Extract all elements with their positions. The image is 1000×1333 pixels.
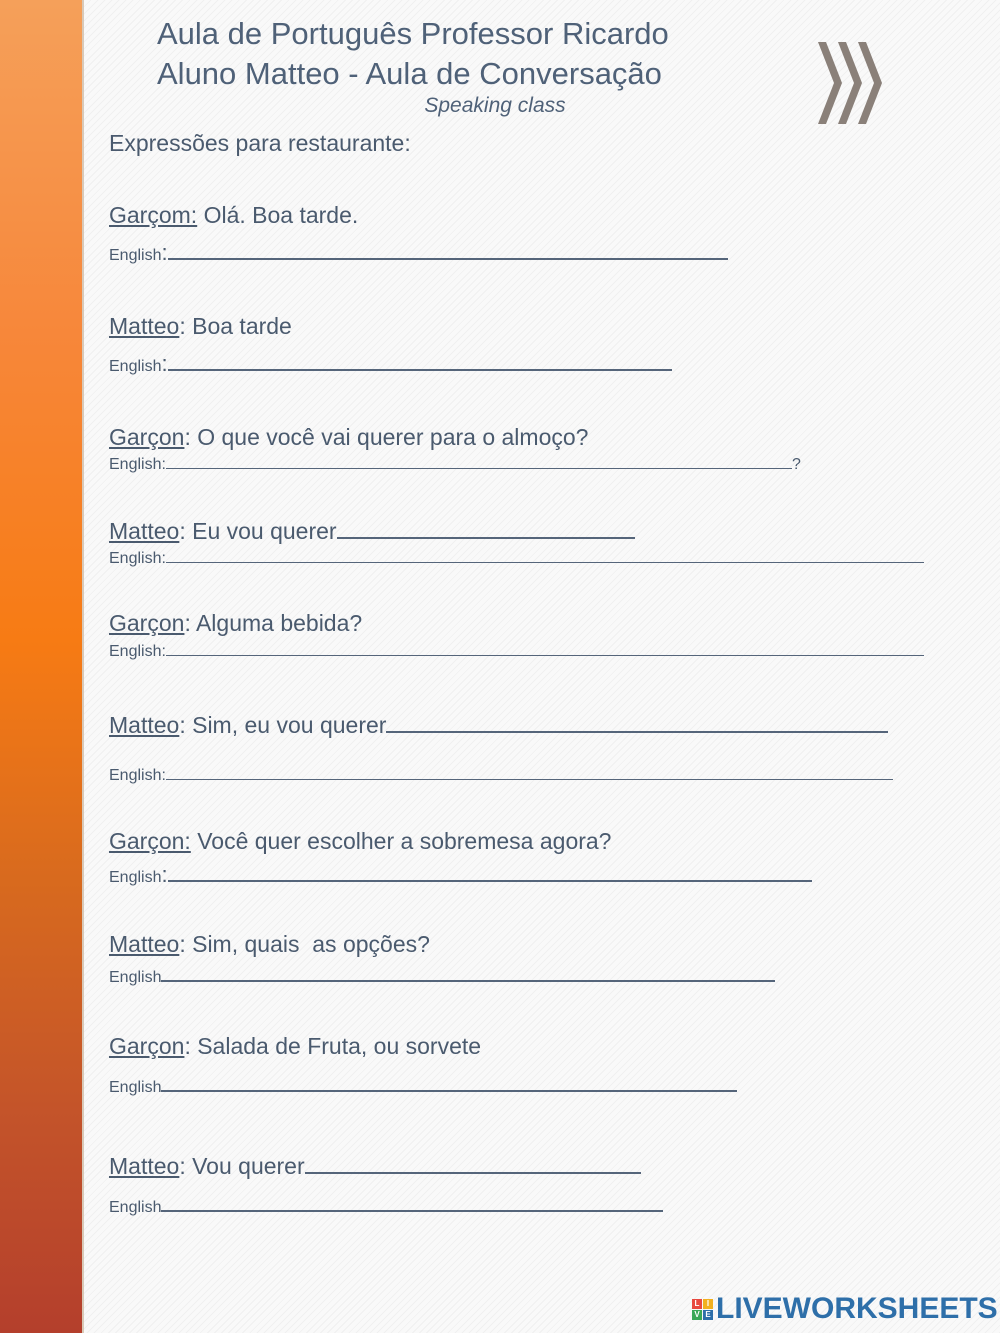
triple-chevron-right-icon	[812, 38, 892, 128]
liveworksheets-logo	[692, 1292, 998, 1326]
speaker-name: Garçon:	[109, 828, 191, 854]
answer-blank[interactable]	[305, 1152, 641, 1174]
answer-blank[interactable]	[161, 1076, 737, 1092]
answer-blank[interactable]	[161, 966, 775, 982]
speech-text: : O que você vai querer para o almoço?	[184, 424, 589, 450]
side-color-bar	[0, 0, 84, 1333]
answer-blank[interactable]	[166, 454, 792, 469]
speech-text: Olá. Boa tarde.	[197, 202, 359, 228]
logo-text: LIVEWORKSHEETS	[716, 1292, 998, 1325]
english-colon: :	[161, 643, 166, 660]
dialogue-line	[109, 1152, 641, 1180]
speaker-name: Matteo	[109, 1153, 180, 1179]
speaker-name: Garçon	[109, 424, 185, 450]
english-colon: :	[161, 767, 166, 784]
answer-blank[interactable]	[166, 765, 893, 780]
logo-grid-cell: L	[692, 1299, 702, 1309]
speaker-name: Garçom:	[109, 202, 198, 228]
speech-text: : Salada de Fruta, ou sorvete	[184, 1033, 482, 1059]
english-line	[109, 966, 775, 987]
dialogue-line	[109, 517, 635, 545]
answer-blank[interactable]	[168, 355, 672, 371]
speaker-name: Matteo	[109, 712, 180, 738]
english-line	[109, 641, 924, 661]
answer-blank[interactable]	[386, 711, 888, 733]
dialogue-line	[109, 610, 362, 637]
answer-blank[interactable]	[168, 244, 728, 260]
section-heading: Expressões para restaurante:	[109, 130, 411, 156]
speech-text: : Sim, quais as opções?	[179, 931, 430, 957]
dialogue-line	[109, 424, 588, 451]
dialogue-line	[109, 931, 430, 958]
answer-blank[interactable]	[337, 517, 635, 539]
english-line	[109, 1196, 663, 1217]
question-mark: ?	[791, 456, 801, 473]
page-title-line-1: Aula de Português Professor Ricardo	[157, 16, 669, 51]
speaker-name: Matteo	[109, 931, 180, 957]
speaker-name: Matteo	[109, 518, 180, 544]
speech-text: : Eu vou querer	[179, 518, 337, 544]
answer-blank[interactable]	[168, 866, 812, 882]
answer-blank[interactable]	[161, 1196, 663, 1212]
english-label: English	[109, 1199, 162, 1216]
english-label: English	[109, 550, 162, 567]
dialogue-line	[109, 313, 292, 340]
speaker-name: Garçon	[109, 610, 185, 636]
english-label: English	[109, 456, 162, 473]
logo-grid-icon	[692, 1299, 713, 1320]
english-line	[109, 862, 812, 888]
dialogue-line	[109, 1033, 481, 1060]
english-line	[109, 351, 672, 377]
logo-grid-cell: E	[703, 1310, 713, 1320]
speaker-name: Matteo	[109, 313, 180, 339]
english-line	[109, 454, 801, 474]
english-label: English	[109, 1079, 162, 1096]
speech-text: Você quer escolher a sobremesa agora?	[190, 828, 612, 854]
speech-text: : Alguma bebida?	[184, 610, 363, 636]
english-line	[109, 765, 893, 785]
dialogue-line	[109, 711, 888, 739]
page-title-line-2: Aluno Matteo - Aula de Conversação	[157, 56, 662, 91]
english-label: English	[109, 247, 162, 264]
speech-text: : Sim, eu vou querer	[179, 712, 387, 738]
english-label: English	[109, 358, 162, 375]
logo-grid-cell: I	[703, 1299, 713, 1309]
english-colon: :	[161, 862, 168, 887]
english-label: English	[109, 767, 162, 784]
english-colon: :	[161, 456, 166, 473]
english-label: English	[109, 869, 162, 886]
speaker-name: Garçon	[109, 1033, 185, 1059]
english-colon: :	[161, 240, 168, 265]
english-label: English	[109, 643, 162, 660]
answer-blank[interactable]	[166, 641, 924, 656]
dialogue-line	[109, 202, 358, 229]
answer-blank[interactable]	[166, 548, 924, 563]
speech-text: : Vou querer	[179, 1153, 305, 1179]
english-colon: :	[161, 351, 168, 376]
english-label: English	[109, 969, 162, 986]
english-colon: :	[161, 550, 166, 567]
english-line	[109, 240, 728, 266]
dialogue-line	[109, 828, 611, 855]
english-line	[109, 1076, 737, 1097]
page-subtitle: Speaking class	[424, 94, 566, 117]
speech-text: : Boa tarde	[179, 313, 292, 339]
english-line	[109, 548, 924, 568]
logo-grid-cell: V	[692, 1310, 702, 1320]
